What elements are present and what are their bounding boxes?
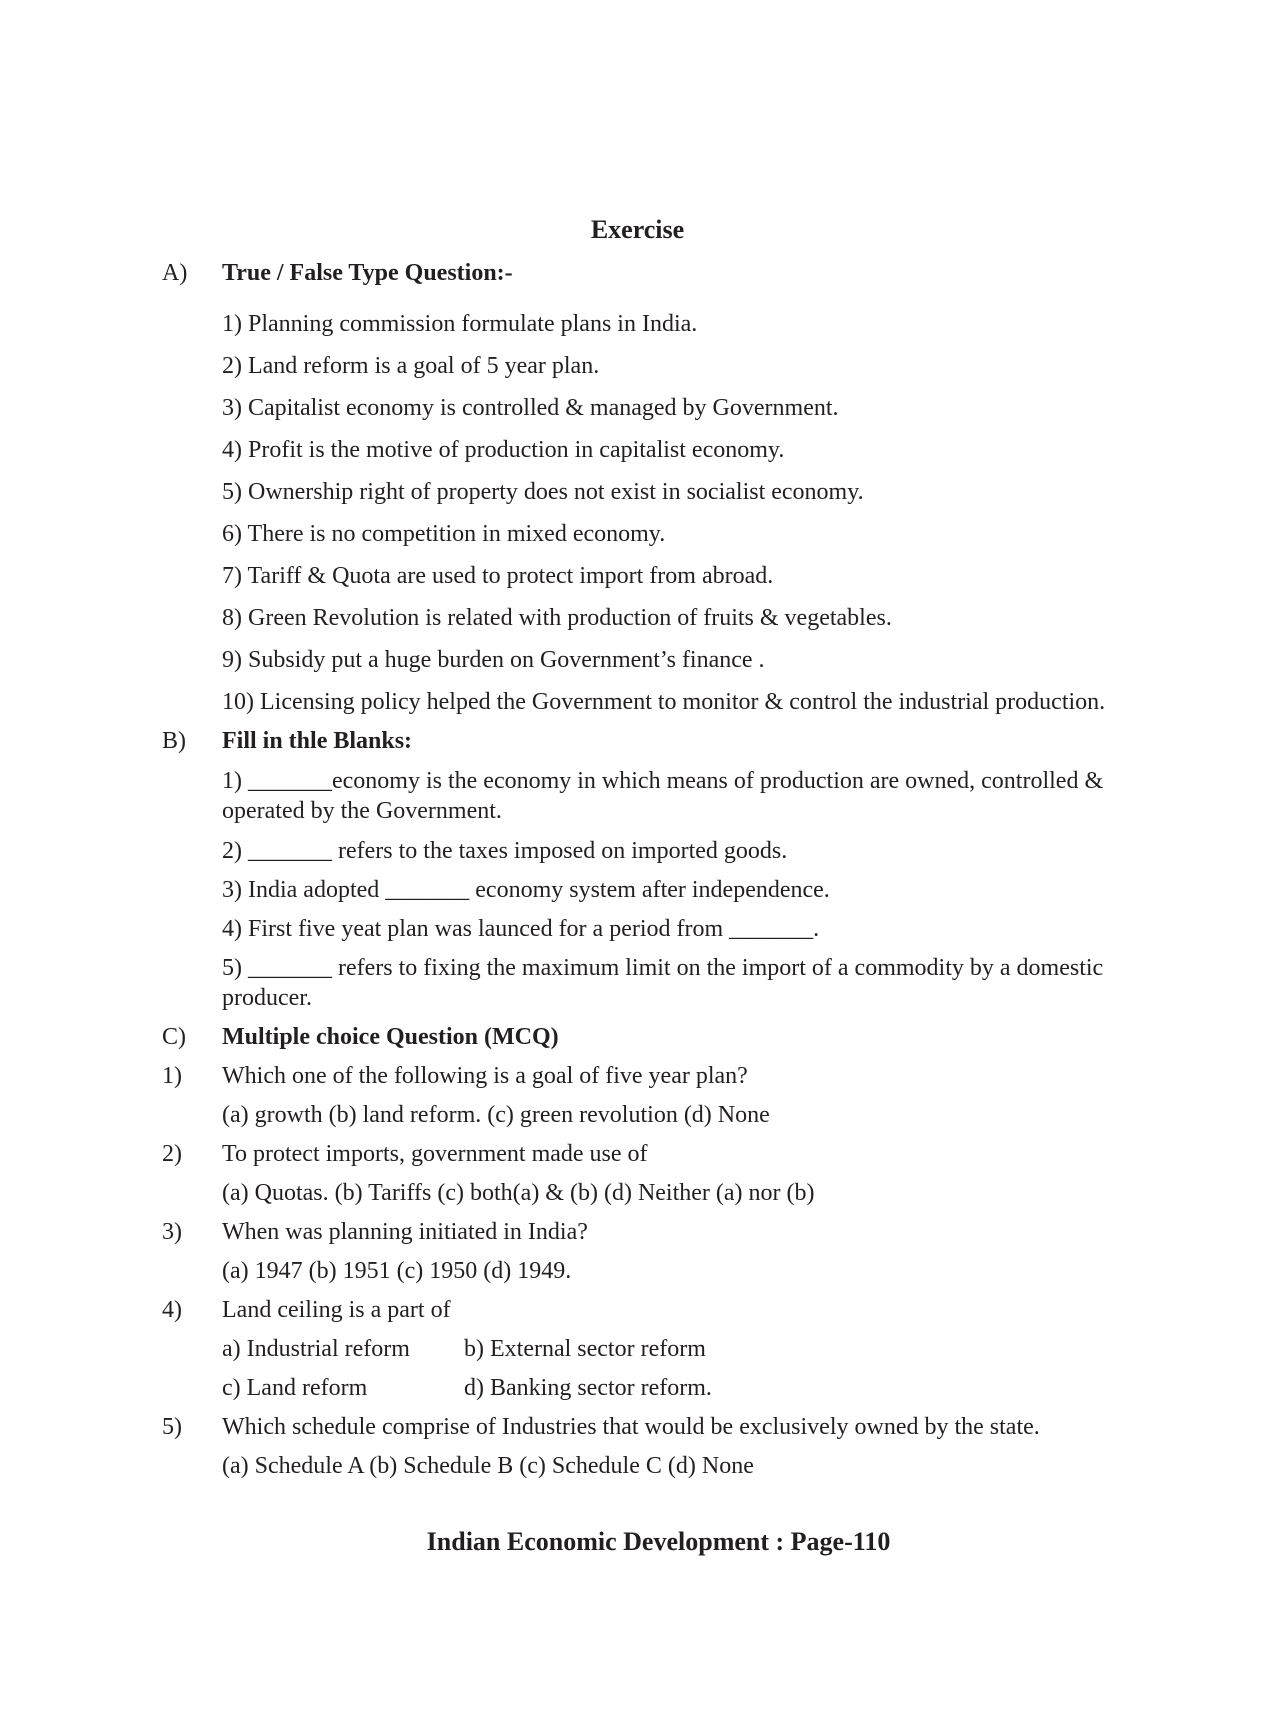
mcq-5-options: (a) Schedule A (b) Schedule B (c) Schedule C (d) None	[222, 1453, 754, 1479]
mcq-5-question: Which schedule comprise of Industries that would be exclusively owned by the state.	[222, 1414, 1040, 1440]
mcq-3-number: 3)	[162, 1219, 182, 1245]
tf-item-5: 5) Ownership right of property does not exist in socialist economy.	[222, 479, 864, 505]
mcq-2-question: To protect imports, government made use of	[222, 1141, 648, 1167]
section-b-label: B)	[162, 728, 186, 754]
tf-item-1: 1) Planning commission formulate plans in India.	[222, 311, 698, 337]
blank-item-4: 4) First five yeat plan was launced for a period from _______.	[222, 916, 820, 942]
blank-item-5: 5) _______ refers to fixing the maximum limit on the import of a commodity by a domestic producer.	[222, 955, 1104, 1011]
page-title: Exercise	[590, 215, 685, 244]
section-c-heading: Multiple choice Question (MCQ)	[222, 1024, 559, 1050]
blank-item-2: 2) _______ refers to the taxes imposed on imported goods.	[222, 838, 788, 864]
tf-item-10: 10) Licensing policy helped the Government to monitor & control the industrial production.	[222, 689, 1106, 715]
mcq-4-option-a: a) Industrial reform	[222, 1336, 410, 1362]
tf-item-2: 2) Land reform is a goal of 5 year plan.	[222, 353, 600, 379]
mcq-1-question: Which one of the following is a goal of five year plan?	[222, 1063, 748, 1089]
mcq-2-number: 2)	[162, 1141, 182, 1167]
tf-item-8: 8) Green Revolution is related with production of fruits & vegetables.	[222, 605, 892, 631]
mcq-5-number: 5)	[162, 1414, 182, 1440]
mcq-1-options: (a) growth (b) land reform. (c) green revolution (d) None	[222, 1102, 770, 1128]
mcq-4-number: 4)	[162, 1297, 182, 1323]
section-a-label: A)	[162, 260, 188, 286]
mcq-2-options: (a) Quotas. (b) Tariffs (c) both(a) & (b) (d) Neither (a) nor (b)	[222, 1180, 815, 1206]
tf-item-9: 9) Subsidy put a huge burden on Government’s finance .	[222, 647, 765, 673]
blank-item-3: 3) India adopted _______ economy system after independence.	[222, 877, 830, 903]
tf-item-6: 6) There is no competition in mixed economy.	[222, 521, 666, 547]
blank-item-1: 1) _______economy is the economy in which means of production are owned, controlled & operated by the Government.	[222, 768, 1104, 824]
mcq-3-options: (a) 1947 (b) 1951 (c) 1950 (d) 1949.	[222, 1258, 572, 1284]
tf-item-3: 3) Capitalist economy is controlled & managed by Government.	[222, 395, 839, 421]
page-footer: Indian Economic Development : Page-110	[426, 1527, 891, 1556]
mcq-3-question: When was planning initiated in India?	[222, 1219, 588, 1245]
mcq-4-option-b: b) External sector reform	[464, 1336, 706, 1362]
mcq-4-option-c: c) Land reform	[222, 1375, 368, 1401]
mcq-4-option-d: d) Banking sector reform.	[464, 1375, 712, 1401]
tf-item-7: 7) Tariff & Quota are used to protect import from abroad.	[222, 563, 774, 589]
mcq-1-number: 1)	[162, 1063, 182, 1089]
section-b-heading: Fill in thle Blanks:	[222, 728, 413, 754]
mcq-4-question: Land ceiling is a part of	[222, 1297, 451, 1323]
section-a-heading: True / False Type Question:-	[222, 260, 513, 286]
section-c-label: C)	[162, 1024, 186, 1050]
tf-item-4: 4) Profit is the motive of production in capitalist economy.	[222, 437, 785, 463]
